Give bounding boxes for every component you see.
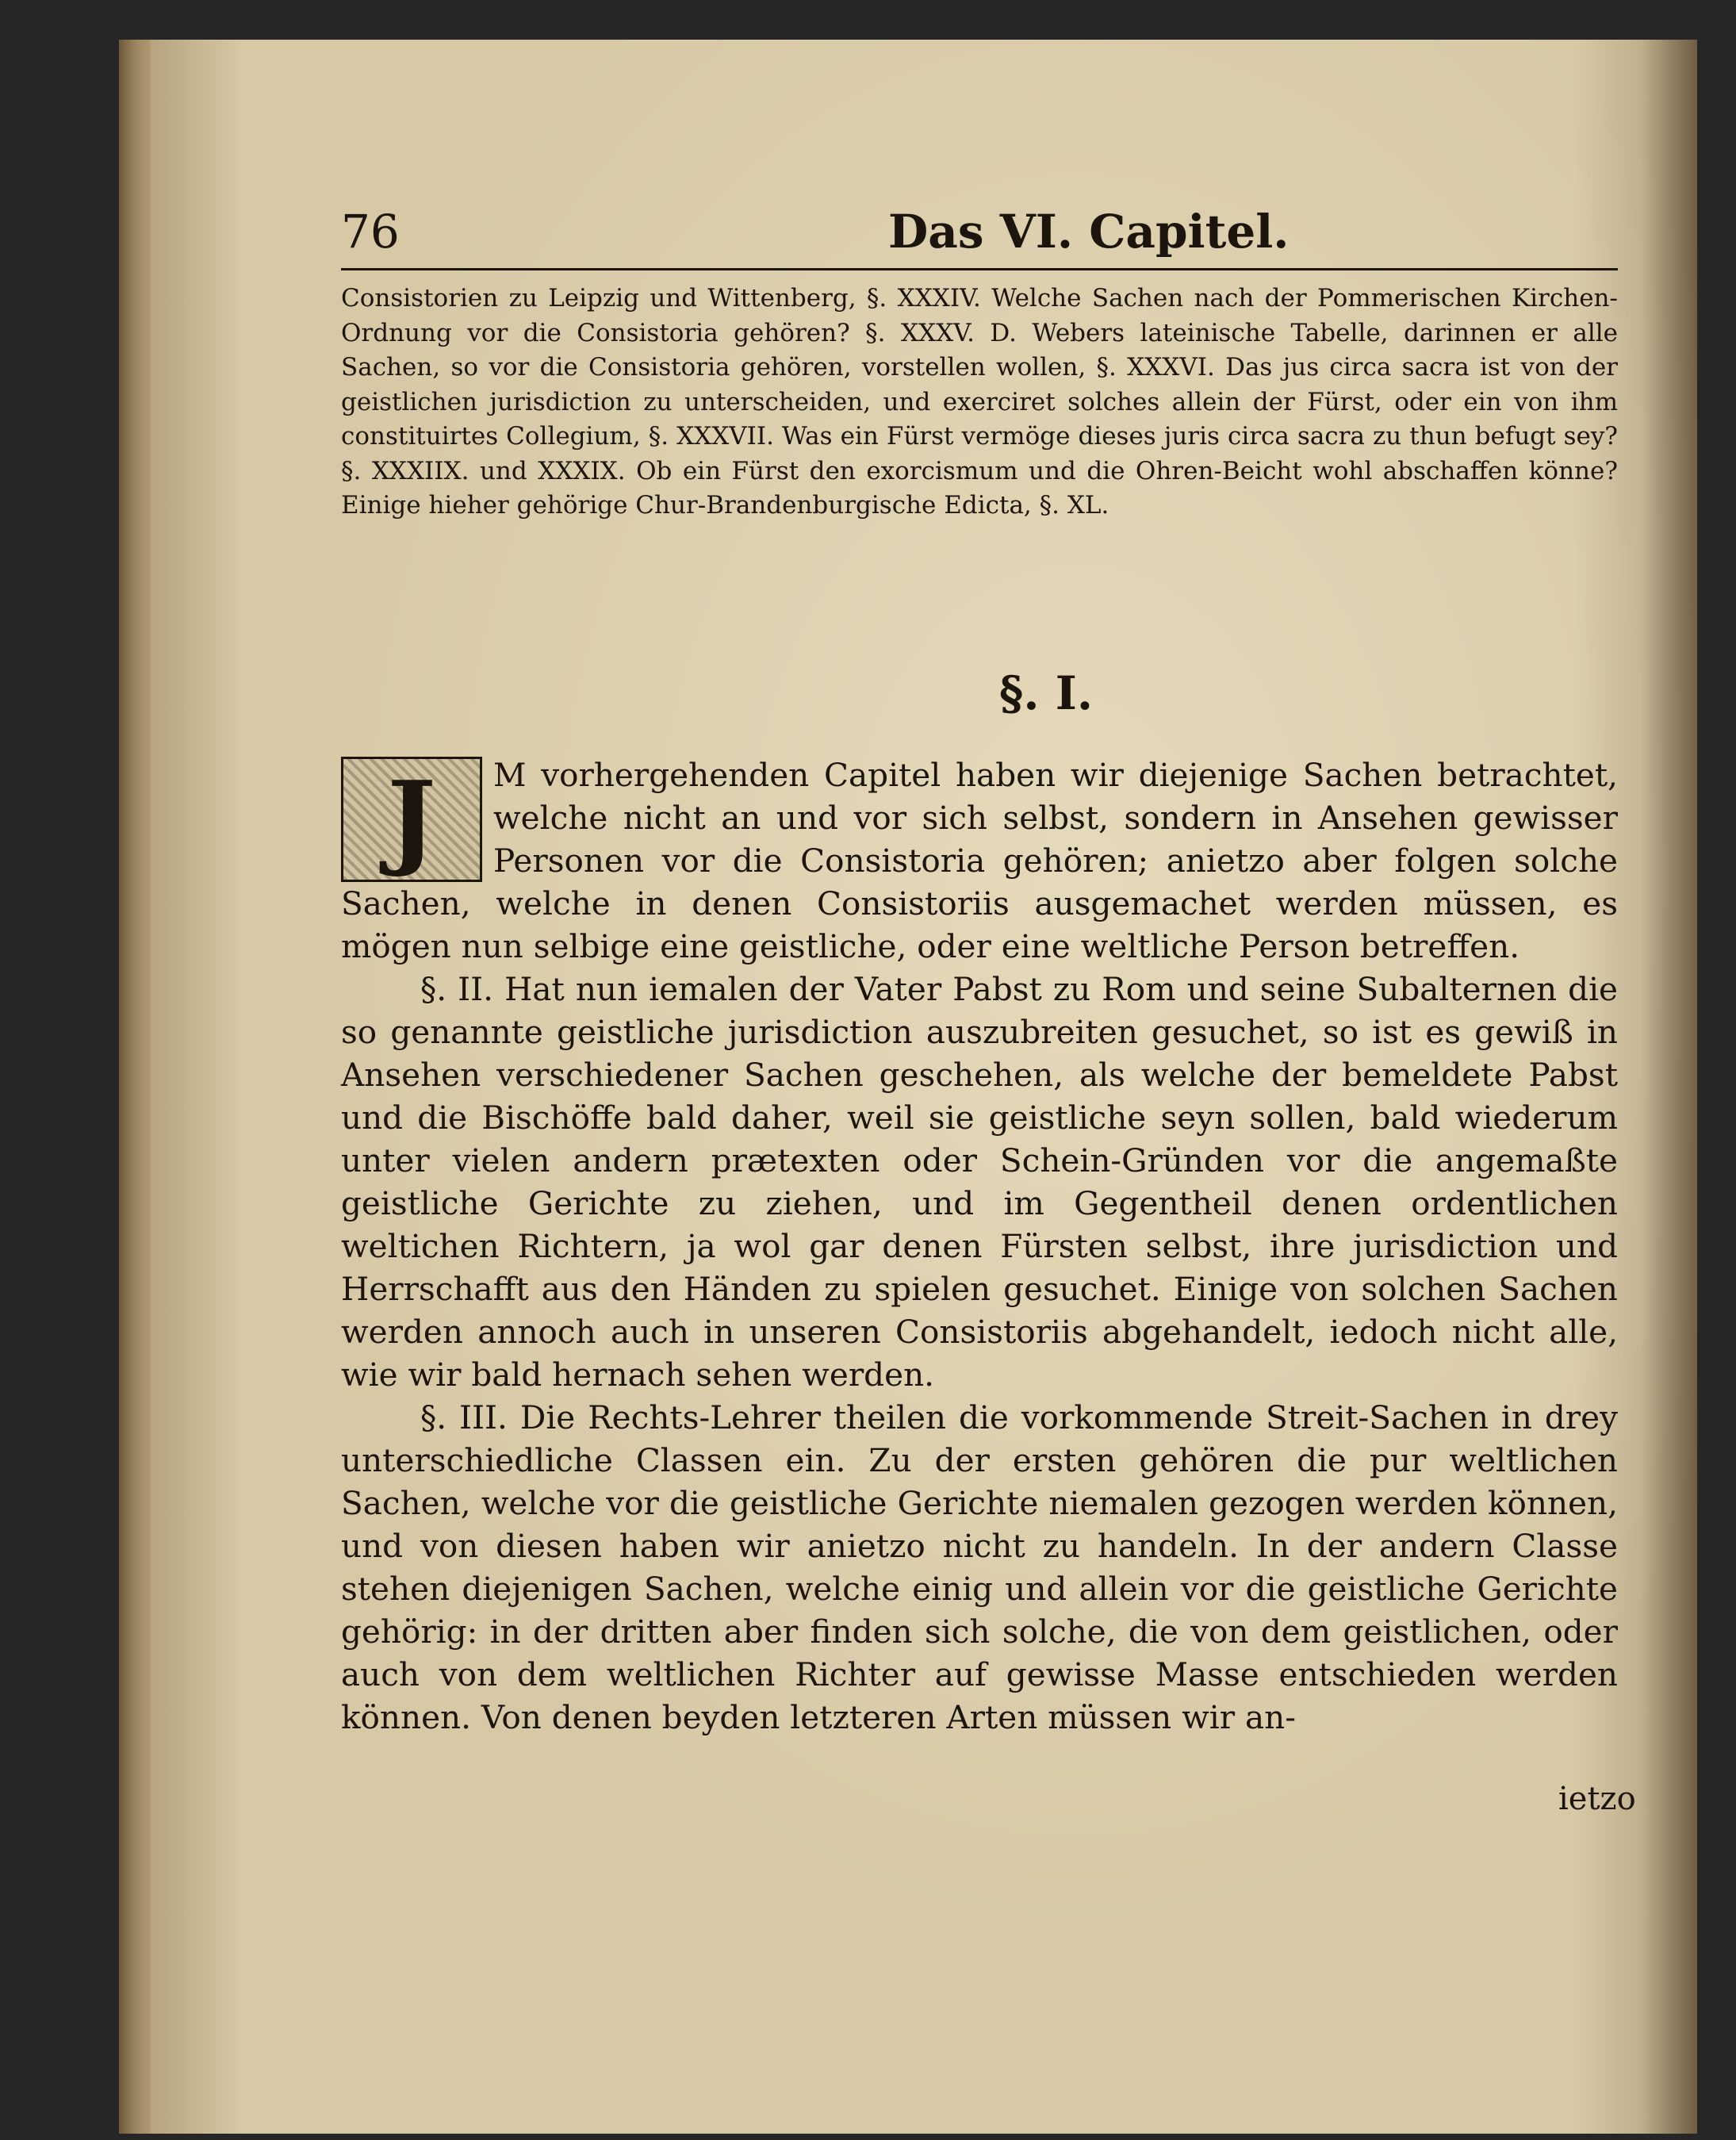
gutter-shadow [1642,40,1697,2134]
running-head: Das VI. Capitel. [888,205,1290,259]
catchword: ietzo [1558,1781,1636,1817]
decorated-initial [341,757,482,882]
section-heading: §. I. [999,666,1094,720]
paragraph-1-text: M vorhergehenden Capitel haben wir diejenige Sachen betrachtet, welche nicht an und vor sich selbst, sondern in Ansehen gewisser Personen vor die Consistoria gehören; anietzo aber folgen solche Sachen, welche in denen Consistoriis ausgemachet werden müssen, es mögen nun selbige eine geistliche, oder eine weltliche Person betreffen. [341,756,1618,965]
body-text [341,754,1618,1739]
paragraph-3: §. III. Die Rechts-Lehrer theilen die vorkommende Streit-Sachen in drey unterschiedliche Classen ein. Zu der ersten gehören die pur weltlichen Sachen, welche vor die geistliche Gerichte niemalen gezogen werden können, und von diesen haben wir anietzo nicht zu handeln. In der andern Classe stehen diejenigen Sachen, welche einig und allein vor die geistliche Gerichte gehörig: in der dritten aber finden sich solche, die von dem geistlichen, oder auch von dem weltlichen Richter auf gewisse Masse entschieden werden können. Von denen beyden letzteren Arten müssen wir an- [341,1398,1618,1736]
paragraph-2: §. II. Hat nun iemalen der Vater Pabst zu Rom und seine Subalternen die so genannte geistliche jurisdiction auszubreiten gesuchet, so ist es gewiß in Ansehen verschiedener Sachen geschehen, als welche der bemeldete Pabst und die Bischöffe bald daher, weil sie geistliche seyn sollen, bald wiederum unter vielen andern prætexten oder Schein-Gründen vor die angemaßte geistliche Gerichte zu ziehen, und im Gegentheil denen ordentlichen weltichen Richtern, ja wol gar denen Fürsten selbst, ihre jurisdiction und Herrschafft aus den Händen zu spielen gesuchet. Einige von solchen Sachen werden annoch auch in unseren Consistoriis abgehandelt, iedoch nicht alle, wie wir bald hernach sehen werden. [341,970,1618,1394]
page-number: 76 [341,205,400,259]
initial-letter: J [343,759,480,880]
page-header [341,205,1618,270]
chapter-summary: Consistorien zu Leipzig und Wittenberg, §. XXXIV. Welche Sachen nach der Pommerischen Kirchen-Ordnung vor die Consistoria gehören? §. XXXV. D. Webers lateinische Tabelle, darinnen er alle Sachen, so vor die Consistoria gehören, vorstellen wollen, §. XXXVI. Das jus circa sacra ist von der geistlichen jurisdiction zu unterscheiden, und exerciret solches allein der Fürst, oder ein von ihm constituirtes Collegium, §. XXXVII. Was ein Fürst vermöge dieses juris circa sacra zu thun befugt sey? §. XXXIIX. und XXXIX. Ob ein Fürst den exorcismum und die Ohren-Beicht wohl abschaffen könne? Einige hieher gehörige Chur-Brandenburgische Edicta, §. XL. [341,284,1618,520]
paragraph-1 [341,754,1618,968]
